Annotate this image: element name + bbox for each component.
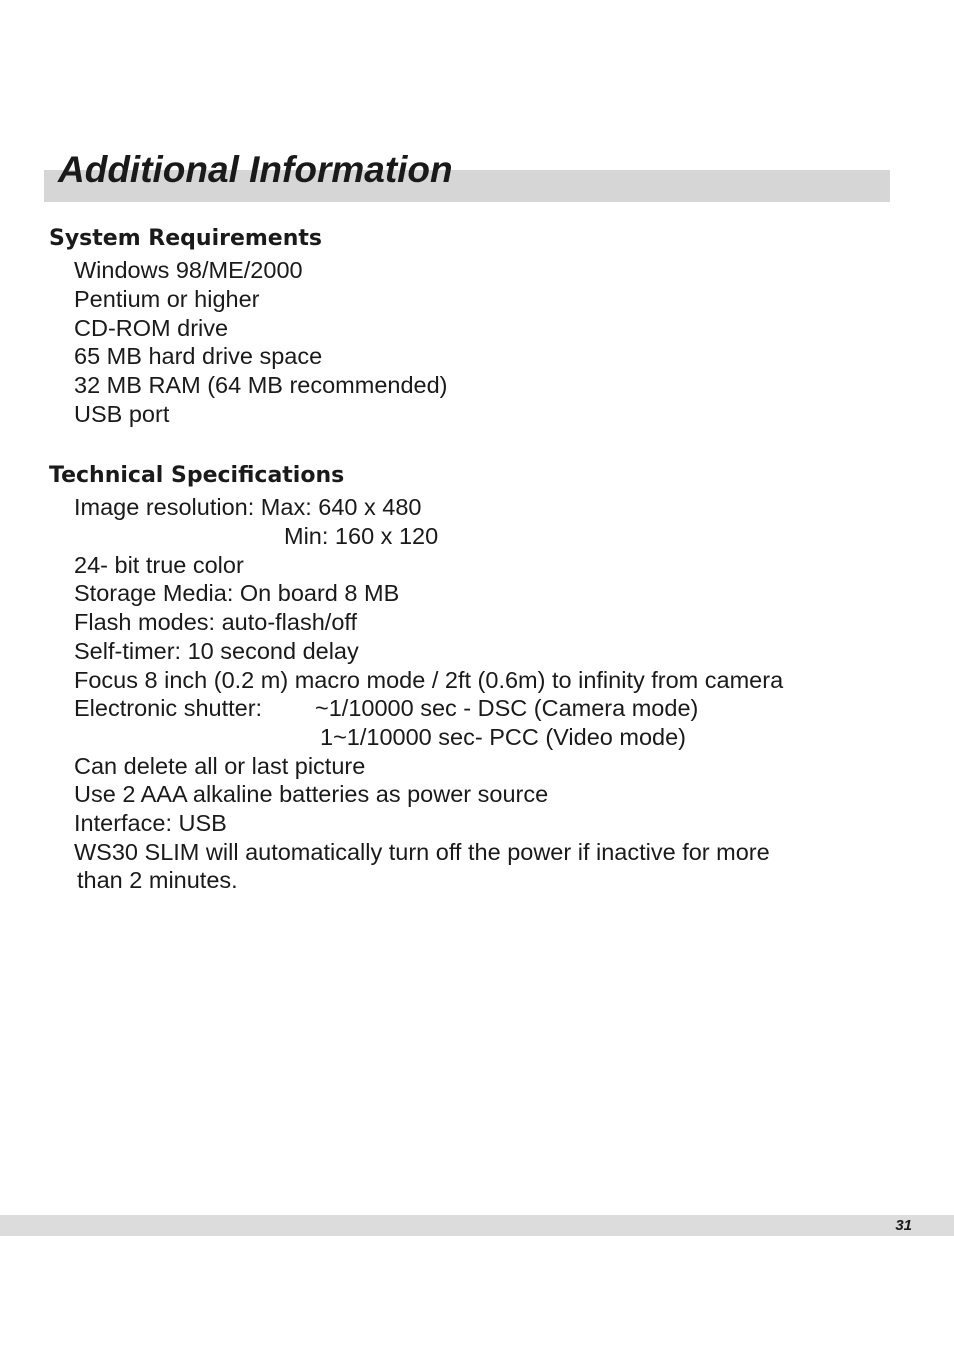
- page-number: 31: [895, 1217, 912, 1234]
- footer-bar: [0, 1215, 954, 1236]
- spec-auto-off-continued: than 2 minutes.: [77, 867, 238, 893]
- requirement-item: Pentium or higher: [74, 286, 260, 312]
- spec-flash: Flash modes: auto-flash/off: [74, 609, 358, 635]
- requirement-item: USB port: [74, 401, 170, 427]
- spec-shutter-pcc: 1~1/10000 sec- PCC (Video mode): [320, 724, 686, 750]
- spec-self-timer: Self-timer: 10 second delay: [74, 638, 359, 664]
- spec-interface: Interface: USB: [74, 810, 227, 836]
- spec-storage: Storage Media: On board 8 MB: [74, 580, 400, 606]
- spec-delete: Can delete all or last picture: [74, 753, 366, 779]
- spec-power: Use 2 AAA alkaline batteries as power source: [74, 781, 549, 807]
- spec-focus: Focus 8 inch (0.2 m) macro mode / 2ft (0.6m) to infinity from camera: [74, 667, 784, 693]
- system-requirements-heading: System Requirements: [49, 226, 323, 251]
- spec-image-resolution-max: Image resolution: Max: 640 x 480: [74, 494, 422, 520]
- spec-image-resolution-min: Min: 160 x 120: [284, 523, 439, 549]
- page-title: Additional Information: [58, 149, 453, 190]
- technical-specifications-heading: Technical Specifications: [49, 463, 345, 488]
- requirement-item: CD-ROM drive: [74, 315, 229, 341]
- spec-color-depth: 24- bit true color: [74, 552, 244, 578]
- requirement-item: Windows 98/ME/2000: [74, 257, 303, 283]
- requirement-item: 32 MB RAM (64 MB recommended): [74, 372, 448, 398]
- requirement-item: 65 MB hard drive space: [74, 343, 323, 369]
- spec-auto-off: WS30 SLIM will automatically turn off the power if inactive for more: [74, 839, 770, 865]
- spec-shutter-label: Electronic shutter:: [74, 695, 263, 721]
- spec-shutter-dsc: ~1/10000 sec - DSC (Camera mode): [315, 695, 699, 721]
